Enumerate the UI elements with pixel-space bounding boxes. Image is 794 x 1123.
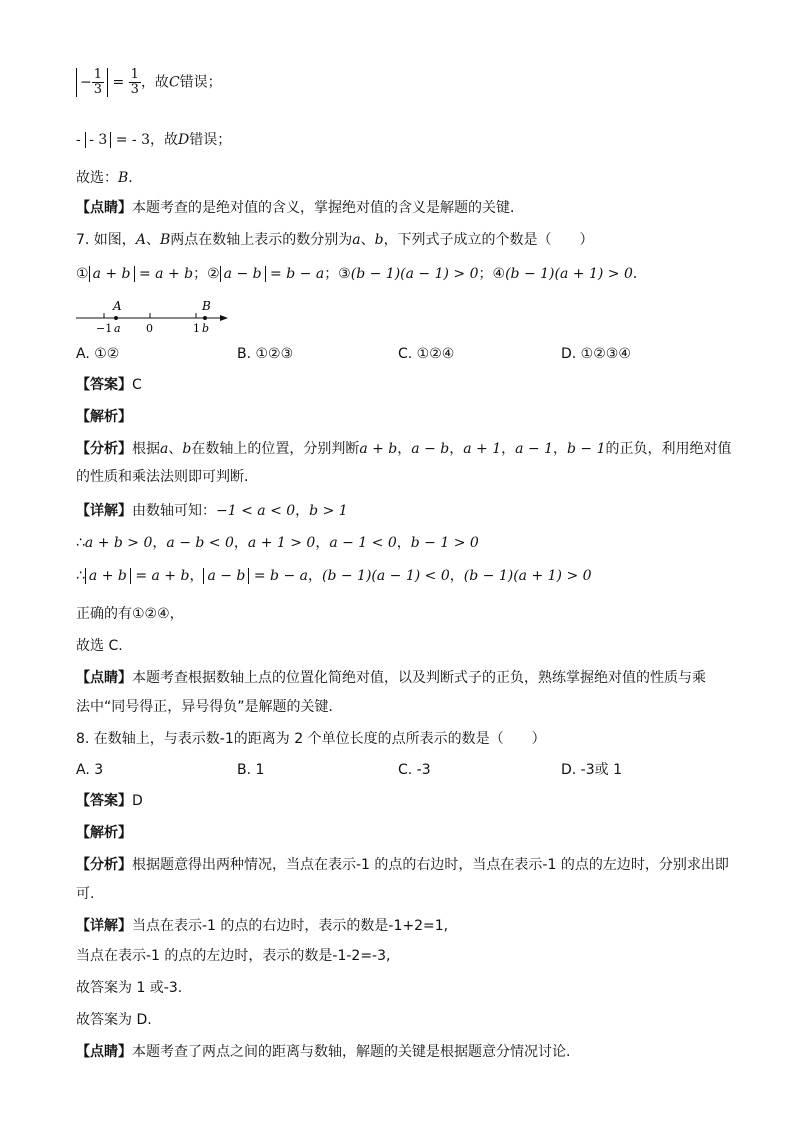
q7-answer: 【答案】C [76, 377, 142, 393]
q8-detail-2: 当点在表示-1 的点的左边时，表示的数是-1-2=-3, [76, 948, 391, 964]
label-A: A [113, 299, 122, 313]
q7-option-c: C. ①②④ [398, 346, 455, 362]
q7-choose: 故选 C. [76, 638, 123, 654]
q8-option-d: D. -3或 1 [561, 762, 622, 778]
q7-detail-3: ∴ a + b = a + b， a − b = b − a，(b − 1)(a − 1) < 0，(b − 1)(a + 1) > 0 [76, 568, 592, 584]
q8-jiexi: 【解析】 [76, 825, 132, 841]
q7-note-1: 【点睛】本题考查根据数轴上点的位置化简绝对值，以及判断式子的正负，熟练掌握绝对值的性质与乘 [76, 670, 706, 686]
tick-a: a [114, 322, 121, 335]
q7-statements: ① a + b = a + b；② a − b = b − a；③(b − 1)(a − 1) > 0；④(b − 1)(a + 1) > 0． [76, 266, 647, 282]
q7-stem: 7. 如图，A、B两点在数轴上表示的数分别为a、b，下列式子成立的个数是（ ） [76, 232, 594, 248]
q8-analysis-2: 可. [76, 886, 95, 902]
q7-analysis-2: 的性质和乘法法则即可判断． [76, 469, 258, 485]
q7-option-b: B. ①②③ [237, 346, 294, 362]
q8-stem: 8. 在数轴上，与表示数-1的距离为 2 个单位长度的点所表示的数是（ ） [76, 731, 546, 747]
q8-answer: 【答案】D [76, 793, 143, 809]
q8-detail-3: 故答案为 1 或-3. [76, 980, 183, 996]
q6-note: 【点睛】本题考查的是绝对值的含义，掌握绝对值的含义是解题的关键． [76, 200, 524, 216]
q8-option-c: C. -3 [398, 762, 431, 778]
number-line [74, 296, 234, 336]
q7-correct: 正确的有①②④， [76, 606, 184, 622]
abs-neg-one-third: − $\frac{1}{3}$ [76, 68, 108, 97]
q7-detail-1: 【详解】由数轴可知：−1 < a < 0，b > 1 [76, 503, 348, 519]
q7-note-2: 法中“同号得正，异号得负”是解题的关键． [76, 699, 343, 715]
q8-option-a: A. 3 [76, 762, 104, 778]
q8-option-b: B. 1 [237, 762, 265, 778]
q7-option-d: D. ①②③④ [561, 346, 631, 362]
q7-option-a: A. ①② [76, 346, 120, 362]
q8-detail-4: 故答案为 D. [76, 1012, 152, 1028]
q6-line-d: - - 3 = - 3，故D错误； [76, 132, 232, 148]
q8-analysis-1: 【分析】根据题意得出两种情况，当点在表示-1 的点的右边时，当点在表示-1 的点的左边时，分别求出即 [76, 857, 729, 873]
tick-neg-one: −1 [96, 322, 113, 335]
q8-detail-1: 【详解】当点在表示-1 的点的右边时，表示的数是-1+2=1, [76, 918, 449, 934]
label-B: B [202, 299, 211, 313]
q8-note: 【点睛】本题考查了两点之间的距离与数轴，解题的关键是根据题意分情况讨论. [76, 1044, 571, 1060]
tick-b: b [202, 322, 210, 335]
tick-one: 1 [193, 322, 200, 335]
q6-line-c: − $\frac{1}{3}$ = $\frac{1}{3}$ ，故C错误； [76, 68, 222, 97]
q7-detail-2: ∴a + b > 0，a − b < 0，a + 1 > 0，a − 1 < 0，b − 1 > 0 [76, 535, 479, 551]
q7-analysis-1: 【分析】根据a、b在数轴上的位置，分别判断a + b，a − b，a + 1，a − 1，b − 1的正负，利用绝对值 [76, 441, 732, 457]
tick-zero: 0 [146, 322, 153, 335]
q7-jiexi: 【解析】 [76, 409, 132, 425]
q6-choose: 故选：B. [76, 170, 133, 186]
